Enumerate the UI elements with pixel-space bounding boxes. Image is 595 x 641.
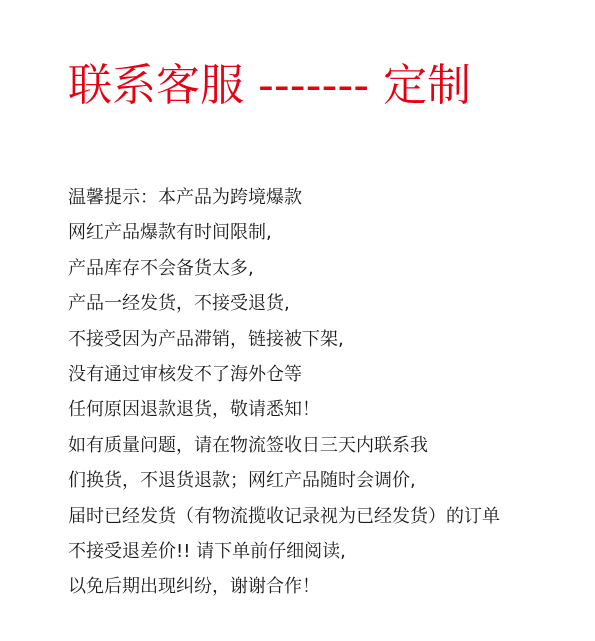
notice-text-block <box>68 180 568 605</box>
page-title: 联系客服 ------- 定制 <box>68 60 472 111</box>
notice-line: 产品一经发货，不接受退货, <box>68 293 290 315</box>
notice-line: 不接受因为产品滞销，链接被下架, <box>68 328 344 350</box>
notice-line: 产品库存不会备货太多, <box>68 257 254 279</box>
notice-line: 如有质量问题，请在物流签收日三天内联系我 <box>68 434 428 456</box>
notice-line: 温馨提示：本产品为跨境爆款 <box>68 187 302 208</box>
notice-line: 不接受退差价!! 请下单前仔细阅读, <box>68 540 346 562</box>
notice-line: 以免后期出现纠纷，谢谢合作！ <box>68 576 320 598</box>
notice-line: 届时已经发货（有物流揽收记录视为已经发货）的订单 <box>68 505 500 527</box>
notice-line: 任何原因退款退货，敬请悉知！ <box>68 399 320 421</box>
notice-line: 们换货，不退货退款；网红产品随时会调价, <box>68 470 416 492</box>
notice-line: 网红产品爆款有时间限制, <box>68 222 272 244</box>
notice-line: 没有通过审核发不了海外仓等 <box>68 363 302 385</box>
